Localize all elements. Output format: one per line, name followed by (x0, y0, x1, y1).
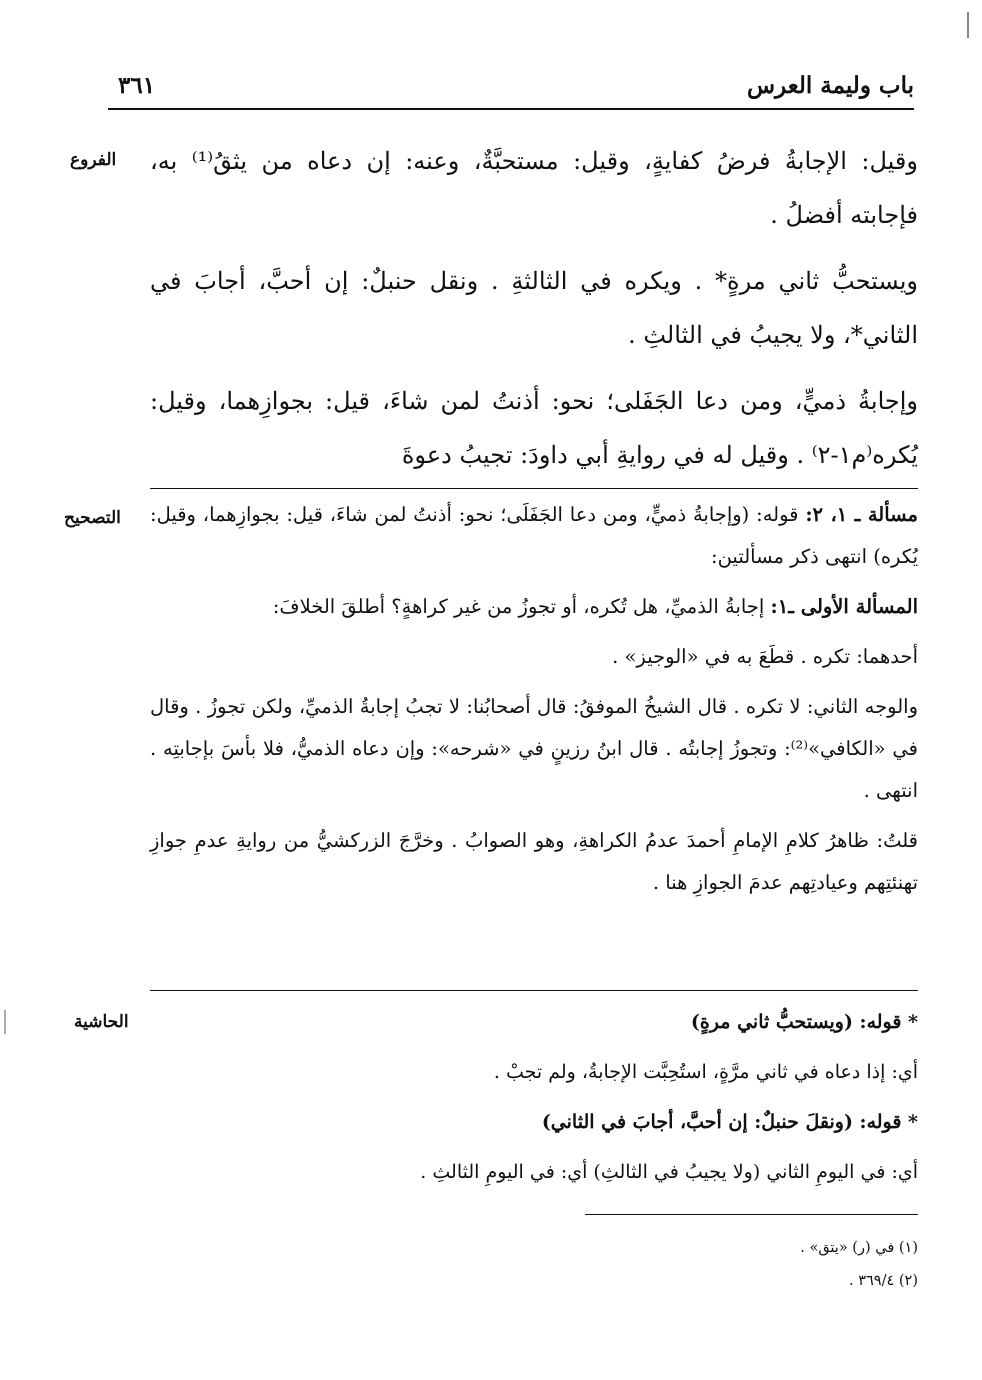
main-paragraph: وإجابةُ ذميٍّ، ومن دعا الجَفَلى؛ نحو: أذنتُ لمن شاءَ، قيل: بجوازِهما، وقيل: يُكره⁽م١-٢⁾ . وقيل له في روايةِ أبي داودَ: تجيبُ دعوةَ (150, 387, 918, 469)
issue-title: المسألة الأولى ـ١: (770, 595, 918, 618)
page-number: ٣٦١ (118, 72, 156, 99)
gloss-heading: * قوله: (ونقلَ حنبلٌ: إن أحبَّ، أجابَ في الثاني) (541, 1111, 918, 1133)
scan-edge-mark (4, 1010, 6, 1034)
section-divider (150, 990, 918, 991)
footnotes (150, 1232, 918, 1298)
main-paragraph: وقيل: الإجابةُ فرضُ كفايةٍ، وقيل: مستحبَّةٌ، وعنه: إن دعاه من يثقُ⁽¹⁾ به، فإجابته أفضلُ . (150, 147, 918, 229)
footnote-divider (585, 1214, 918, 1215)
footnote: (٢) ٣٦٩/٤ . (848, 1273, 918, 1289)
tashih-paragraph: قلتُ: ظاهرُ كلامِ الإمامِ أحمدَ عدمُ الكراهةِ، وهو الصوابُ . وخرَّجَ الزركشيُّ من روايةِ عدمِ جوازِ تهنئتِهم وعيادتِهم عدمَ الجوازِ هنا . (150, 829, 918, 894)
section-label-hashiya: الحاشية (74, 1012, 129, 1032)
tashih-paragraph: والوجه الثاني: لا تكره . قال الشيخُ الموفقُ: قال أصحابُنا: لا تجبُ إجابةُ الذميِّ، ولكن تجوزُ . وقال في «الكافي»⁽²⁾: وتجوزُ إجابتُه . قال ابنُ رزينٍ في «شرحه»: وإن دعاه الذميُّ، فلا بأسَ بإجابتِه . انتهى . (150, 695, 918, 802)
tashih-paragraph (150, 586, 918, 628)
issue-text: إجابةُ الذميِّ، هل تُكره، أو تجوزُ من غير كراهةٍ؟ أطلقَ الخلافَ: (272, 595, 765, 618)
tashih-paragraph (150, 494, 918, 578)
main-text (150, 134, 918, 494)
footnote: (١) في (ر) «يتق» . (800, 1240, 918, 1256)
main-paragraph: ويستحبُّ ثاني مرةٍ* . ويكره في الثالثةِ . ونقل حنبلٌ: إن أحبَّ، أجابَ في الثاني*، ولا يجيبُ في الثالثِ . (150, 267, 918, 349)
section-label-tashih: التصحيح (64, 508, 121, 528)
gloss-text: أي: إذا دعاه في ثاني مرَّةٍ، استُحِبَّت الإجابةُ، ولم تجبْ . (493, 1061, 918, 1083)
issue-text: قوله: (وإجابةُ ذميٍّ، ومن دعا الجَفَلَى؛ نحو: أذنتُ لمن شاءَ، قيل: بجوازِهما، وقيل: يُكره) انتهى ذكر مسألتين: (150, 503, 918, 568)
chapter-title: باب وليمة العرس (746, 72, 914, 99)
hashiya-section (150, 1002, 918, 1202)
tashih-section (150, 494, 918, 912)
issue-title: مسألة ـ ١، ٢: (805, 503, 919, 526)
gloss-text: أي: في اليومِ الثاني (ولا يجيبُ في الثالثِ) أي: في اليومِ الثالثِ . (420, 1161, 918, 1183)
scan-edge-mark (967, 12, 969, 38)
section-divider (150, 488, 918, 489)
section-label-furu: الفروع (70, 150, 117, 170)
tashih-paragraph: أحدهما: تكره . قطَعَ به في «الوجيز» . (612, 645, 918, 668)
gloss-heading: * قوله: (ويستحبُّ ثاني مرةٍ) (690, 1011, 918, 1033)
running-header (108, 70, 914, 110)
